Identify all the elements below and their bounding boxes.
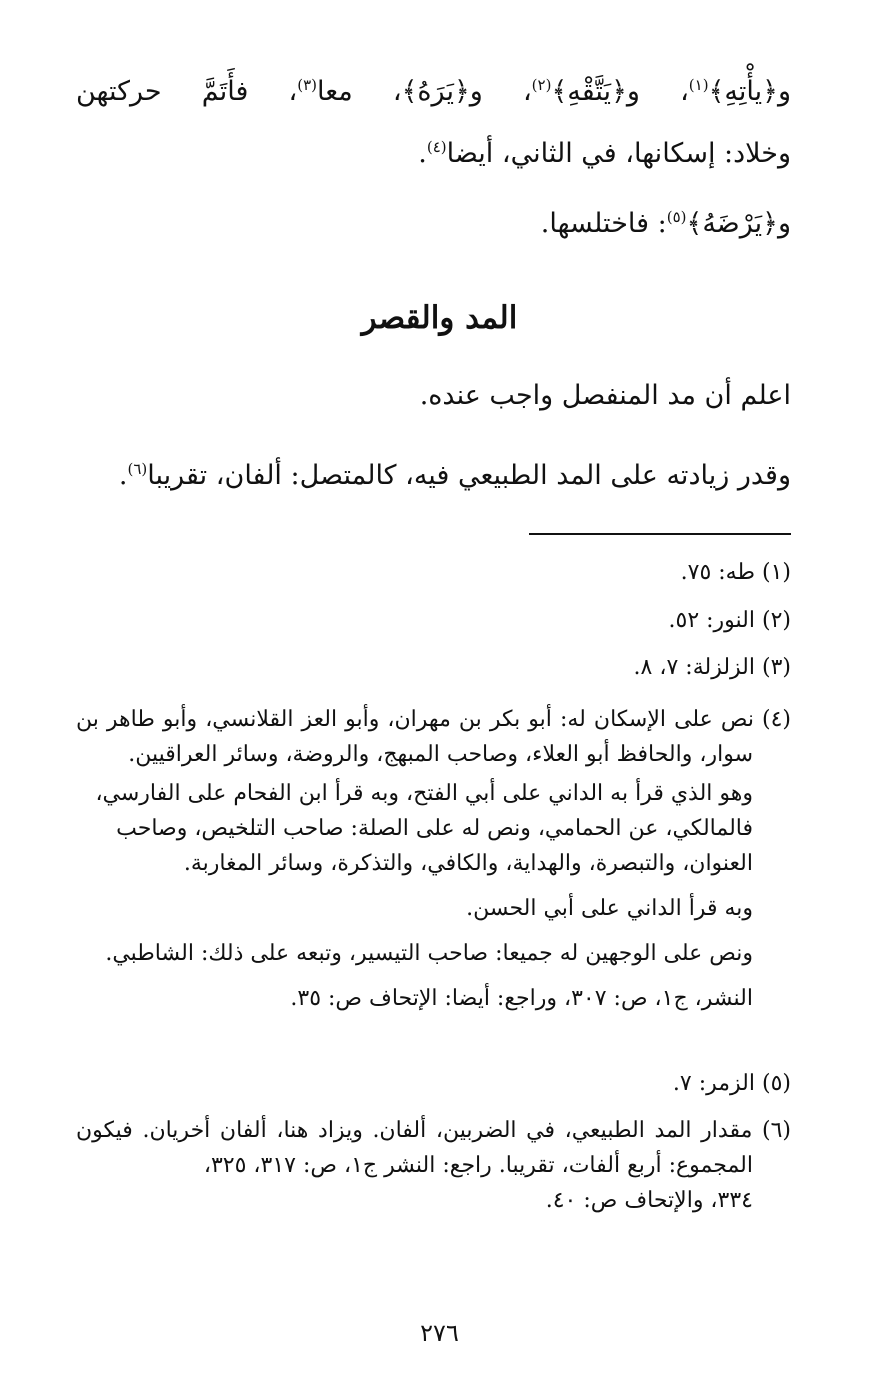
footnote-4-line-1: (٤) نص على الإسكان له: أبو بكر بن مهران، وأبو العز القلانسي، وأبو طاهر بن bbox=[76, 707, 791, 732]
footnote-4-line-3: وهو الذي قرأ به الداني على أبي الفتح، وبه قرأ ابن الفحام على الفارسي، bbox=[95, 781, 753, 806]
footnote-4-line-7: ونص على الوجهين له جميعا: صاحب التيسير، وتبعه على ذلك: الشاطبي. bbox=[105, 941, 753, 966]
text-segment: . bbox=[418, 138, 427, 169]
footnote-separator bbox=[529, 533, 791, 535]
footnote-4-line-6: وبه قرأ الداني على أبي الحسن. bbox=[466, 896, 753, 921]
footnote-6-line-1: (٦) مقدار المد الطبيعي، في الضربين، ألفان. ويزاد هنا، ألفان أخريان. فيكون bbox=[76, 1118, 791, 1143]
text-line-3 bbox=[541, 206, 791, 242]
footnote-ref: (٦) bbox=[127, 460, 148, 478]
footnote-4-line-4: فالمالكي، عن الحمامي، ونص له على الصلة: صاحب التلخيص، وصاحب bbox=[116, 816, 753, 841]
text-segment: : فاختلسها. bbox=[540, 208, 667, 239]
text-segment: ، و﴿يَتَّقْهِ﴾ bbox=[551, 76, 689, 107]
section-heading: المد والقصر bbox=[361, 300, 518, 336]
footnote-ref: (٣) bbox=[297, 76, 317, 94]
footnote-4-line-2: سوار، والحافظ أبو العلاء، وصاحب المبهج، والروضة، وسائر العراقيين. bbox=[128, 742, 753, 767]
footnote-6-line-2: المجموع: أربع ألفات، تقريبا. راجع: النشر ج١، ص: ٣١٧، ٣٢٥، bbox=[203, 1153, 753, 1178]
footnote-4 bbox=[76, 702, 791, 1016]
footnote-2: (٢) النور: ٥٢. bbox=[668, 608, 791, 633]
footnote-ref: (٤) bbox=[426, 138, 447, 156]
text-line-2 bbox=[418, 136, 791, 172]
paragraph-2 bbox=[119, 458, 791, 494]
text-segment: . bbox=[118, 460, 128, 491]
text-segment: وقدر زيادته على المد الطبيعي فيه، كالمتصل: ألفان، تقريبا bbox=[147, 460, 791, 491]
paragraph-1: اعلم أن مد المنفصل واجب عنده. bbox=[419, 380, 791, 411]
page-number: ٢٧٦ bbox=[420, 1319, 459, 1347]
text-segment: ، و﴿يَرَهُ﴾، معا bbox=[317, 76, 532, 107]
footnote-5: (٥) الزمر: ٧. bbox=[672, 1071, 791, 1096]
footnote-6 bbox=[76, 1113, 791, 1218]
footnote-4-line-8: النشر، ج١، ص: ٣٠٧، وراجع: أيضا: الإتحاف ص: ٣٥. bbox=[290, 986, 753, 1011]
footnote-ref: (٥) bbox=[666, 208, 687, 226]
footnote-ref: (٢) bbox=[531, 76, 552, 94]
text-segment: و﴿يأْتِهِ﴾ bbox=[708, 76, 791, 107]
text-line-1 bbox=[76, 74, 791, 110]
footnote-6-line-3: ٣٣٤، والإتحاف ص: ٤٠. bbox=[545, 1188, 753, 1213]
footnote-4-line-5: العنوان، والتبصرة، والهداية، والكافي، والتذكرة، وسائر المغاربة. bbox=[183, 851, 753, 876]
text-segment: وخلاد: إسكانها، في الثاني، أيضا bbox=[446, 138, 791, 169]
footnote-3: (٣) الزلزلة: ٧، ٨. bbox=[633, 655, 791, 680]
footnote-ref: (١) bbox=[688, 76, 709, 94]
footnote-1: (١) طه: ٧٥. bbox=[680, 560, 791, 585]
text-segment: و﴿يَرْضَهُ﴾ bbox=[686, 208, 791, 239]
text-segment: ، فأَتَمَّ حركتهن bbox=[76, 76, 298, 107]
